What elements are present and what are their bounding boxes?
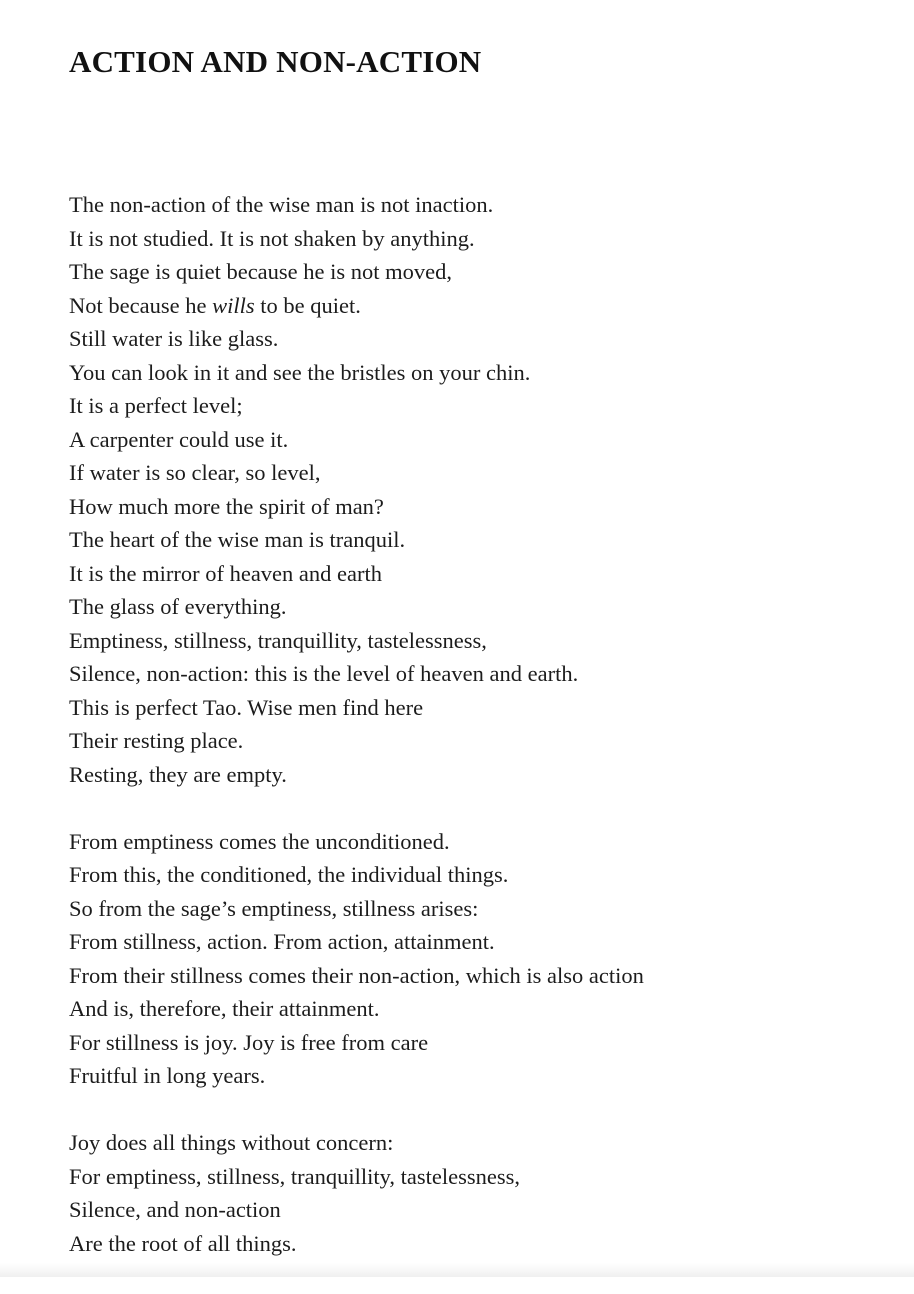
poem-line: Silence, non-action: this is the level of heaven and earth.: [69, 661, 579, 686]
poem-line: You can look in it and see the bristles on your chin.: [69, 359, 531, 385]
poem-line: So from the sage’s emptiness, stillness arises:: [69, 895, 479, 921]
poem-line: The heart of the wise man is tranquil.: [69, 527, 406, 552]
stanza: [69, 1126, 869, 1260]
poem-line: The glass of everything.: [69, 594, 287, 619]
poem-body: [69, 188, 869, 1294]
poem-line: From this, the conditioned, the individual things.: [69, 862, 509, 887]
poem-line: Emptiness, stillness, tranquillity, tastelessness,: [69, 627, 487, 653]
poem-line: Fruitful in long years.: [69, 1063, 266, 1088]
stanza: [69, 825, 869, 1093]
poem-line: The sage is quiet because he is not moved,: [69, 259, 453, 284]
poem-line: It is a perfect level;: [69, 393, 243, 418]
poem-line: For stillness is joy. Joy is free from care: [69, 1029, 429, 1055]
poem-line: [69, 289, 869, 323]
poem-line: Resting, they are empty.: [69, 761, 287, 787]
poem-line: It is the mirror of heaven and earth: [69, 560, 383, 586]
poem-line: Their resting place.: [69, 728, 244, 753]
poem-line: This is perfect Tao. Wise men find here: [69, 694, 424, 720]
poem-line: Still water is like glass.: [69, 326, 279, 351]
line-text-segment: to be quiet.: [254, 292, 361, 318]
poem-line: From their stillness comes their non-action, which is also action: [69, 962, 644, 988]
poem-line: Joy does all things without concern:: [69, 1130, 394, 1155]
poem-line: For emptiness, stillness, tranquillity, tastelessness,: [69, 1163, 521, 1189]
poem-line: If water is so clear, so level,: [69, 460, 321, 485]
poem-line: How much more the spirit of man?: [69, 493, 384, 519]
poem-line: It is not studied. It is not shaken by anything.: [69, 225, 475, 251]
poem-line: A carpenter could use it.: [69, 426, 289, 452]
poem-line: And is, therefore, their attainment.: [69, 996, 380, 1021]
poem-line: The non-action of the wise man is not inaction.: [69, 192, 494, 217]
poem-title: ACTION AND NON-ACTION: [69, 44, 482, 79]
page-bottom-edge: [0, 1263, 914, 1277]
poem-line: Are the root of all things.: [69, 1230, 297, 1256]
poem-line: From stillness, action. From action, attainment.: [69, 929, 495, 954]
stanza: [69, 188, 869, 791]
line-text-segment: Not because he: [69, 292, 213, 318]
poem-line: Silence, and non-action: [69, 1197, 281, 1222]
italic-emphasis: wills: [212, 292, 255, 318]
poem-line: From emptiness comes the unconditioned.: [69, 828, 450, 854]
